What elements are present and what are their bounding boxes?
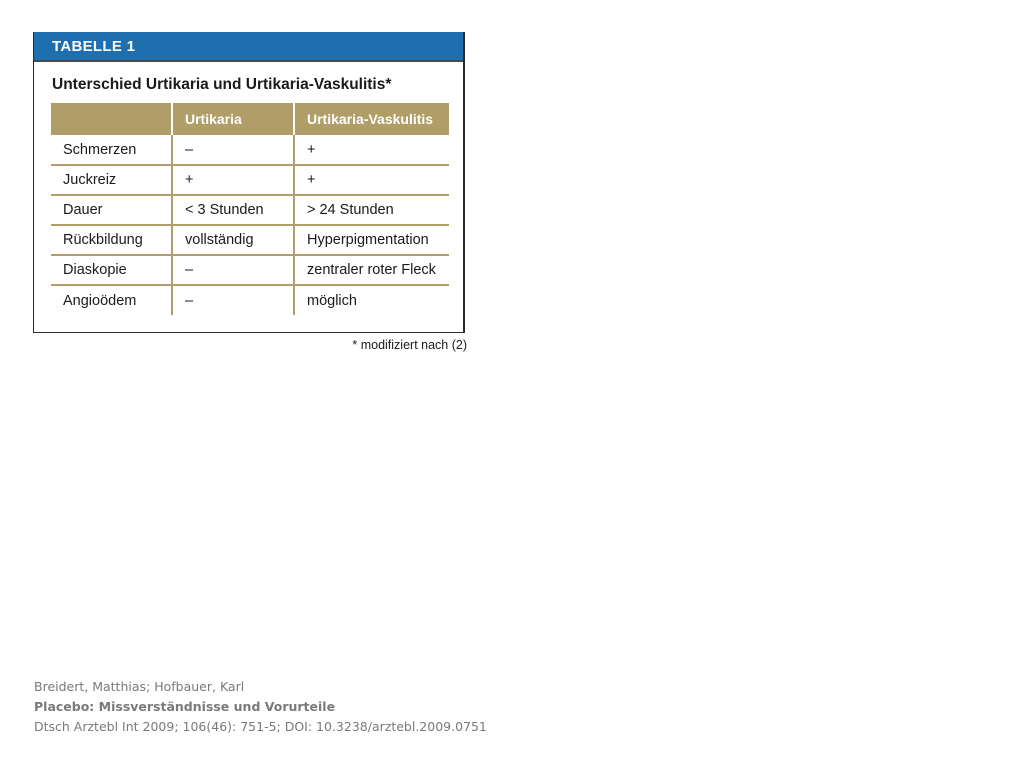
table-footnote: * modifiziert nach (2) xyxy=(352,338,467,352)
table-row xyxy=(51,195,449,225)
table-row xyxy=(51,225,449,255)
table-cell: Hyperpigmentation xyxy=(294,225,449,255)
table-row xyxy=(51,135,449,165)
table-cell: vollständig xyxy=(172,225,294,255)
table-cell: + xyxy=(294,135,449,165)
column-header-empty xyxy=(51,103,172,135)
citation-source: Dtsch Arztebl Int 2009; 106(46): 751-5; DOI: 10.3238/arztebl.2009.0751 xyxy=(34,719,487,734)
table-cell: < 3 Stunden xyxy=(172,195,294,225)
row-label: Rückbildung xyxy=(51,225,172,255)
table-cell: – xyxy=(172,255,294,285)
table-cell: zentraler roter Fleck xyxy=(294,255,449,285)
row-label: Juckreiz xyxy=(51,165,172,195)
column-header-urtikaria-vaskulitis: Urtikaria-Vaskulitis xyxy=(294,103,449,135)
table-header-row xyxy=(51,103,449,135)
row-label: Angioödem xyxy=(63,292,137,309)
row-label: Schmerzen xyxy=(51,135,172,165)
table-cell: + xyxy=(172,165,294,195)
table-figure xyxy=(33,32,465,333)
citation-block xyxy=(34,677,487,737)
table-cell: – xyxy=(172,285,294,315)
figure-label: TABELLE 1 xyxy=(34,32,463,60)
row-label: Dauer xyxy=(51,195,172,225)
column-header-urtikaria: Urtikaria xyxy=(172,103,294,135)
citation-title: Placebo: Missverständnisse und Vorurteile xyxy=(34,699,336,714)
comparison-table xyxy=(51,103,449,315)
citation-authors: Breidert, Matthias; Hofbauer, Karl xyxy=(34,679,245,694)
table-title: Unterschied Urtikaria und Urtikaria-Vaskulitis* xyxy=(52,76,392,93)
row-label: Diaskopie xyxy=(51,255,172,285)
table-cell: – xyxy=(172,135,294,165)
table-row xyxy=(51,165,449,195)
table-row xyxy=(51,255,449,285)
table-row xyxy=(51,285,449,315)
table-cell: + xyxy=(294,165,449,195)
table-cell: möglich xyxy=(294,285,449,315)
header-divider xyxy=(34,60,463,62)
table-cell: > 24 Stunden xyxy=(294,195,449,225)
